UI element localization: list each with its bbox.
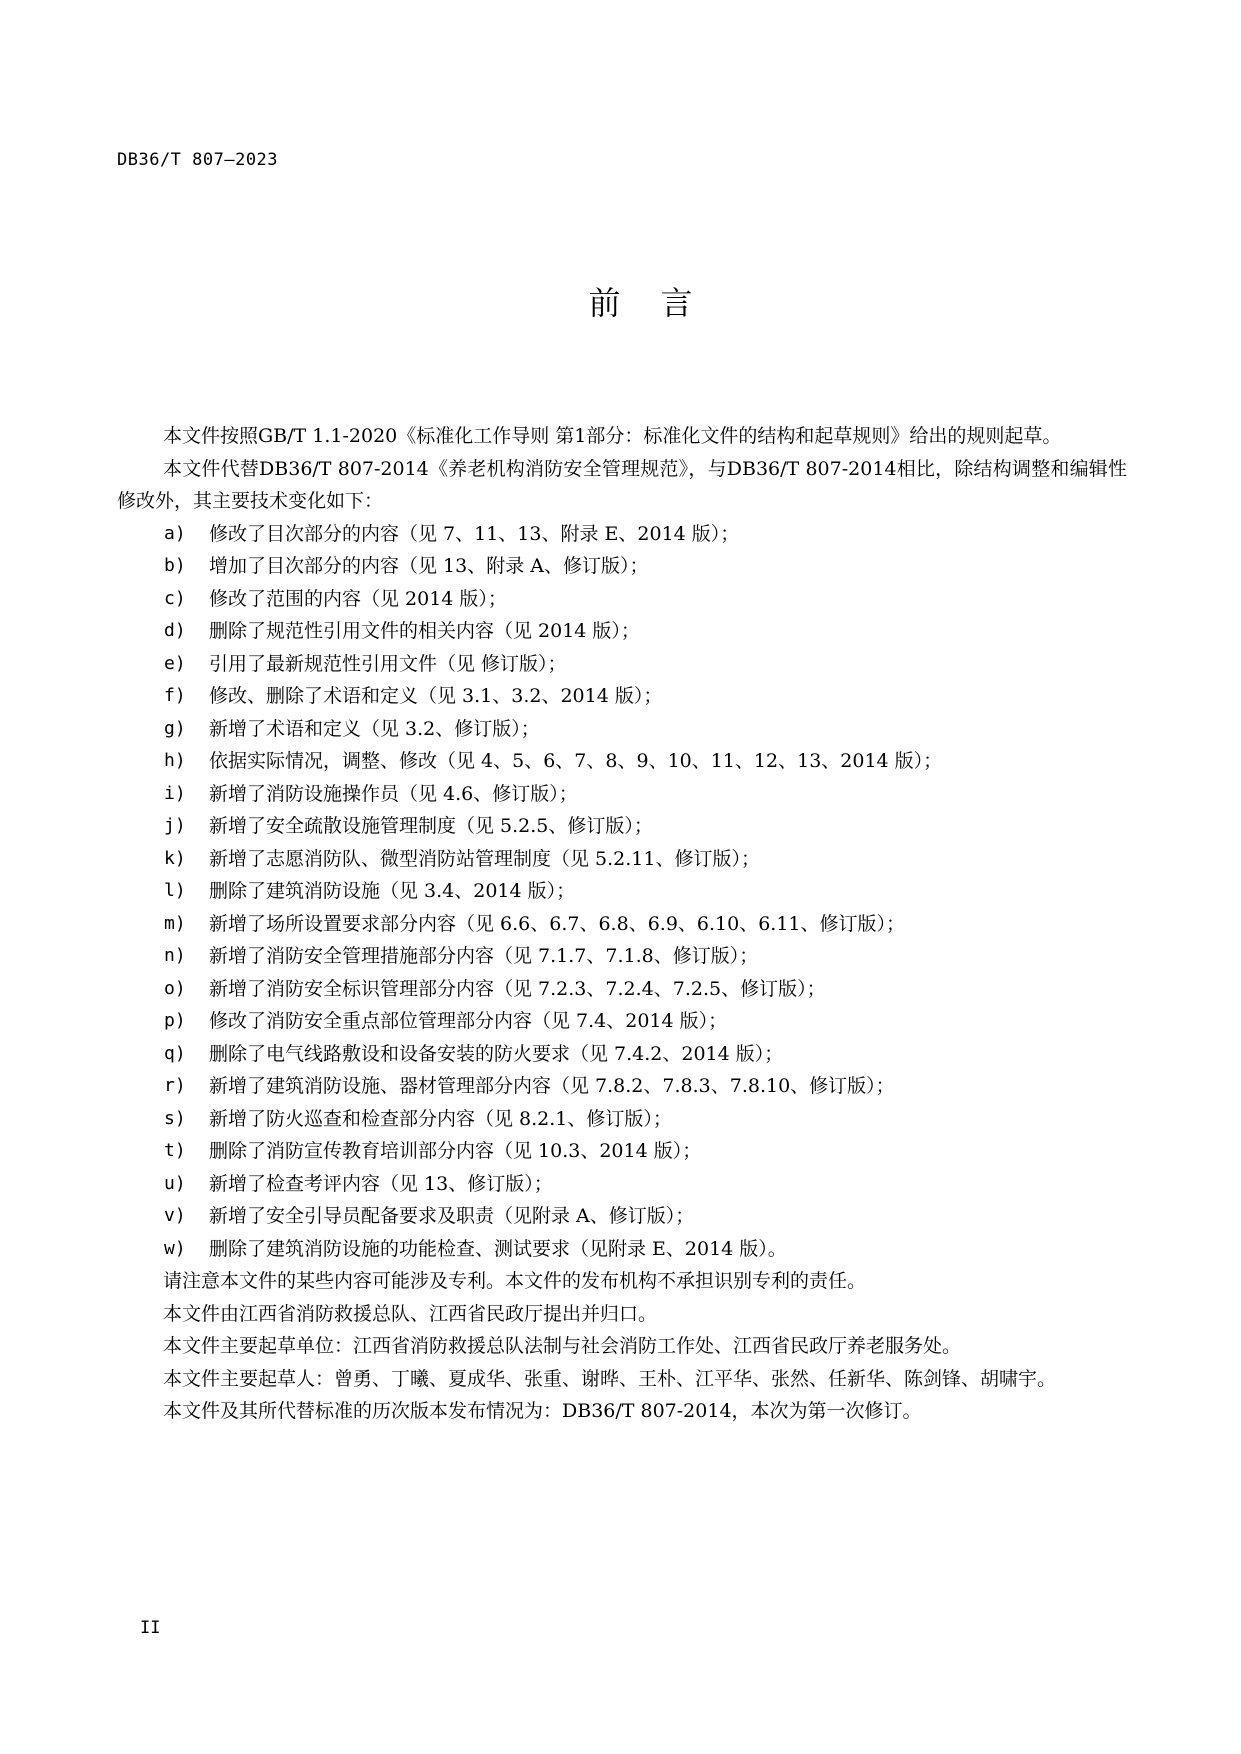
item-label: k) [164, 847, 186, 869]
proposer-statement: 本文件由江西省消防救援总队、江西省民政厅提出并归口。 [163, 1302, 658, 1325]
list-item [117, 908, 1127, 941]
item-label: p) [164, 1010, 186, 1031]
item-text: 增加了目次部分的内容（见 13、附录 A、修订版）； [209, 555, 649, 577]
item-text: 删除了建筑消防设施的功能检查、测试要求（见附录 E、2014 版）。 [209, 1237, 787, 1260]
item-label: j) [164, 815, 186, 836]
item-text: 新增了术语和定义（见 3.2、修订版）； [209, 717, 540, 740]
item-label: e) [164, 652, 186, 674]
version-history: 本文件及其所代替标准的历次版本发布情况为：DB36/T 807-2014，本次为第一次修订。 [163, 1400, 922, 1422]
item-text: 新增了消防设施操作员（见 4.6、修订版）； [209, 782, 578, 805]
list-item [117, 550, 1127, 583]
page-number: II [140, 1618, 161, 1638]
drafters: 本文件主要起草人：曾勇、丁曦、夏成华、张重、谢晔、王朴、江平华、张然、任新华、陈剑锋、胡啸宇。 [163, 1367, 1057, 1390]
item-text: 修改了范围的内容（见 2014 版）； [209, 587, 507, 610]
list-item [117, 778, 1127, 811]
list-item [117, 583, 1127, 616]
item-label: t) [164, 1140, 186, 1161]
item-text: 修改了目次部分的内容（见 7、11、13、附录 E、2014 版）； [209, 522, 740, 545]
list-item [117, 1103, 1127, 1136]
item-label: v) [164, 1205, 186, 1226]
item-text: 新增了消防安全管理措施部分内容（见 7.1.7、7.1.8、修订版）； [209, 945, 759, 967]
item-text: 新增了场所设置要求部分内容（见 6.6、6.7、6.8、6.9、6.10、6.11、修订版）； [209, 912, 906, 935]
item-label: r) [164, 1075, 186, 1096]
item-text: 删除了建筑消防设施（见 3.4、2014 版）； [209, 880, 576, 902]
item-text: 新增了消防安全标识管理部分内容（见 7.2.3、7.2.4、7.2.5、修订版）； [209, 977, 826, 1000]
list-item [117, 680, 1127, 713]
document-number: DB36/T 807—2023 [117, 150, 279, 170]
patent-notice: 请注意本文件的某些内容可能涉及专利。本文件的发布机构不承担识别专利的责任。 [163, 1270, 867, 1292]
list-item [117, 973, 1127, 1006]
item-text: 修改了消防安全重点部位管理部分内容（见 7.4、2014 版）； [209, 1010, 728, 1032]
item-text: 新增了检查考评内容（见 13、修订版）； [209, 1172, 553, 1195]
item-label: b) [164, 555, 186, 576]
item-label: i) [164, 782, 186, 804]
item-text: 新增了志愿消防队、微型消防站管理制度（见 5.2.11、修订版）； [209, 847, 760, 870]
item-text: 新增了安全疏散设施管理制度（见 5.2.5、修订版）； [209, 815, 653, 837]
item-text: 引用了最新规范性引用文件（见 修订版）； [209, 652, 567, 675]
item-text: 删除了规范性引用文件的相关内容（见 2014 版）； [209, 620, 640, 642]
item-text: 新增了建筑消防设施、器材管理部分内容（见 7.8.2、7.8.3、7.8.10、修订版）； [209, 1075, 895, 1097]
item-text: 新增了安全引导员配备要求及职责（见附录 A、修订版）； [209, 1205, 695, 1227]
item-label: l) [164, 880, 186, 901]
drafting-units: 本文件主要起草单位：江西省消防救援总队法制与社会消防工作处、江西省民政厅养老服务处。 [163, 1335, 962, 1357]
change-list [117, 518, 1127, 1266]
item-label: g) [164, 717, 186, 739]
list-item [117, 875, 1127, 908]
item-text: 修改、删除了术语和定义（见 3.1、3.2、2014 版）； [209, 685, 663, 707]
list-item [117, 745, 1127, 778]
intro-paragraph-1: 本文件按照GB/T 1.1-2020《标准化工作导则 第1部分：标准化文件的结构和起草规则》给出的规则起草。 [163, 425, 1062, 447]
list-item [117, 713, 1127, 746]
intro-paragraph-2: 本文件代替DB36/T 807-2014《养老机构消防安全管理规范》，与DB36/T 807-2014相比，除结构调整和编辑性修改外，其主要技术变化如下： [117, 457, 1127, 512]
list-item [117, 1070, 1127, 1103]
item-text: 删除了电气线路敷设和设备安装的防火要求（见 7.4.2、2014 版）； [209, 1042, 784, 1065]
list-item [117, 810, 1127, 843]
item-label: h) [164, 750, 186, 771]
list-item [117, 1135, 1127, 1168]
item-label: q) [164, 1042, 186, 1064]
item-text: 删除了消防宣传教育培训部分内容（见 10.3、2014 版）； [209, 1140, 702, 1162]
list-item [117, 1005, 1127, 1038]
item-label: w) [164, 1237, 186, 1259]
foreword-body [117, 420, 1127, 1428]
list-item [117, 843, 1127, 876]
item-label: o) [164, 977, 186, 999]
list-item [117, 518, 1127, 551]
list-item [117, 940, 1127, 973]
item-label: u) [164, 1172, 186, 1194]
item-label: m) [164, 912, 186, 934]
item-label: n) [164, 945, 186, 966]
list-item [117, 1038, 1127, 1071]
item-label: d) [164, 620, 186, 641]
list-item [117, 615, 1127, 648]
page-title: 前言 [588, 284, 733, 322]
item-text: 新增了防火巡查和检查部分内容（见 8.2.1、修订版）； [209, 1107, 672, 1130]
item-label: c) [164, 587, 186, 609]
item-label: f) [164, 685, 186, 706]
item-label: s) [164, 1107, 186, 1129]
item-label: a) [164, 522, 186, 544]
list-item [117, 1233, 1127, 1266]
list-item [117, 648, 1127, 681]
list-item [117, 1168, 1127, 1201]
list-item [117, 1200, 1127, 1233]
item-text: 依据实际情况，调整、修改（见 4、5、6、7、8、9、10、11、12、13、2014 版）； [209, 750, 943, 772]
